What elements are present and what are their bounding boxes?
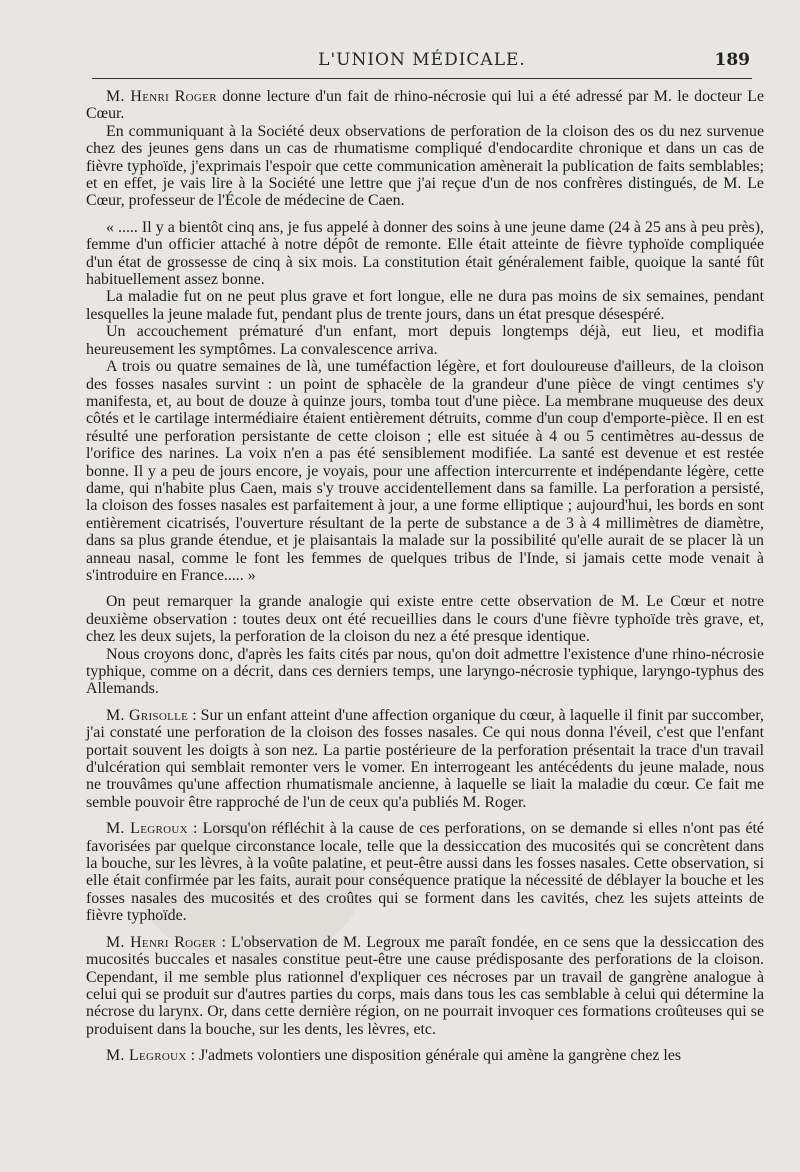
paragraph	[86, 219, 764, 289]
page-number: 189	[714, 50, 750, 70]
paragraph	[86, 934, 764, 1038]
speaker-name: M. Henri Roger	[106, 88, 217, 105]
paragraph-text: : Sur un enfant atteint d'une affection organique du cœur, à laquelle il finit par succomber, j'ai constaté une perforation de la cloison des fosses nasales. Ce qui nous donna l'éveil, c'est que l'enfant portait souvent les doigts à son nez. La partie postérieure de la perforation présentait la trace d'un travail d'ulcération qui semblait remonter vers le vomer. En interrogeant les antécédents du jeune malade, nous ne trouvâmes qu'une affection rhumatismale ancienne, à laquelle se liait la maladie du cœur. Ce fait me semble pouvoir être rapproché de l'un de ceux qu'a publiés M. Roger.	[86, 706, 764, 811]
paragraph	[86, 358, 764, 584]
paragraph-text: « ..... Il y a bientôt cinq ans, je fus appelé à donner des soins à une jeune dame (24 à 25 ans à peu près), femme d'un officier attaché à notre dépôt de remonte. Elle était atteinte de fièvre typhoïde compliquée d'un état de grossesse de cinq à six mois. La constitution était généralement faible, quoique la santé fût habituellement assez bonne.	[86, 218, 764, 289]
paragraph	[86, 123, 764, 210]
paragraph-text: En communiquant à la Société deux observations de perforation de la cloison des os du nez survenue chez des jeunes gens dans un cas de rhumatisme compliqué d'endocardite chronique et dans un cas de fièvre typhoïde, j'exprimais l'espoir que cette communication amènerait la publication de faits semblables; et en effet, je vais lire à la Société une lettre que j'ai reçue d'un de nos confrères distingués, de M. Le Cœur, professeur de l'École de médecine de Caen.	[86, 122, 764, 210]
paragraph	[86, 707, 764, 811]
paragraph-text: : Lorsqu'on réfléchit à la cause de ces perforations, on se demande si elles n'ont pas été favorisées par quelque circonstance locale, telle que la dessiccation des mucosités qui se concrètent dans la bouche, sur les lèvres, à la voûte palatine, et peut-être aussi dans les fosses nasales. Cette observation, si elle était confirmée par les faits, aurait pour conséquence pratique la nécessité de déblayer la bouche et les fosses nasales des mucosités et des croûtes qui se forment dans les cavités, chez les sujets atteints de fièvre typhoïde.	[86, 820, 764, 925]
paragraph	[86, 88, 764, 123]
paragraph	[86, 593, 764, 645]
paragraph-text: La maladie fut on ne peut plus grave et fort longue, elle ne dura pas moins de six semaines, pendant lesquelles la jeune malade fut, pendant plus de trente jours, dans un état presque désespéré.	[86, 288, 764, 323]
speaker-name: M. Legroux	[106, 1047, 187, 1065]
paragraph-text: donne lecture d'un fait de rhino-nécrosie qui lui a été adressé par M. le docteur Le Cœur.	[86, 88, 764, 123]
paragraph-text: : J'admets volontiers une disposition générale qui amène la gangrène chez les	[190, 1047, 682, 1065]
paragraph-text: A trois ou quatre semaines de là, une tuméfaction légère, et fort douloureuse d'ailleurs, de la cloison des fosses nasales survint : un point de sphacèle de la grandeur d'une pièce de vingt centimes s'y manifesta, et, au bout de douze à quinze jours, tomba tout d'une pièce. La membrane muqueuse des deux côtés et le cartilage intermédiaire étaient entièrement détruits, comme d'un coup d'emporte-pièce. Il en est résulté une perforation persistante de cette cloison ; elle est située à 4 ou 5 centimètres au-dessus de l'orifice des narines. La voix n'en a pas été sensiblement modifiée. La santé est devenue et est restée bonne. Il y a peu de jours encore, je voyais, pour une affection intercurrente et indépendante légère, cette dame, qui n'habite plus Caen, mais s'y trouve accidentellement dans sa famille. La perforation a persisté, la cloison des fosses nasales est parfaitement à jour, a une forme elliptique ; aujourd'hui, les bords en sont entièrement cicatrisés, l'ouverture résultant de la perte de substance a de 3 à 4 millimètres de diamètre, dans sa plus grande étendue, et je plaisantais la malade sur la possibilité qu'elle aurait de se placer là un anneau nasal, comme le font les femmes de quelques tribus de l'Inde, si jamais cette mode venait à s'introduire en France..... »	[86, 358, 764, 584]
paragraph	[86, 1047, 764, 1064]
paragraph-text: Nous croyons donc, d'après les faits cités par nous, qu'on doit admettre l'existence d'une rhino-nécrosie typhique, comme on a décrit, dans ces derniers temps, une laryngo-nécrosie typhique, laryngo-typhus des Allemands.	[86, 645, 764, 698]
article-body	[86, 88, 764, 1065]
speaker-name: M. Legroux	[106, 820, 188, 838]
paragraph	[86, 820, 764, 924]
paragraph	[86, 288, 764, 323]
speaker-name: M. Henri Roger	[106, 933, 217, 951]
paragraph	[86, 323, 764, 358]
paragraph-text: Un accouchement prématuré d'un enfant, mort depuis longtemps déjà, eut lieu, et modifia heureusement les symptômes. La convalescence arriva.	[86, 323, 764, 358]
paragraph	[86, 646, 764, 698]
page-header	[92, 48, 752, 79]
running-title: L'UNION MÉDICALE.	[318, 50, 526, 70]
paragraph-text: : L'observation de M. Legroux me paraît fondée, en ce sens que la dessiccation des mucosités buccales et nasales constitue peut-être une cause prédisposante des perforations de la cloison. Cependant, il me semble plus rationnel d'expliquer ces nécroses par un travail de gangrène analogue à celui qui se produit sur d'autres parties du corps, mais dans tous les cas semblable à celui qui détermine la nécrose du larynx. Or, dans cette dernière région, on ne pourrait invoquer ces formations croûteuses qui se produisent dans la bouche, sur les dents, les lèvres, etc.	[86, 933, 764, 1038]
speaker-name: M. Grisolle	[106, 706, 189, 724]
paragraph-text: On peut remarquer la grande analogie qui existe entre cette observation de M. Le Cœur et notre deuxième observation : toutes deux ont été recueillies dans le cours d'une fièvre typhoïde très grave, et, chez les deux sujets, la perforation de la cloison du nez a été presque identique.	[86, 593, 764, 646]
